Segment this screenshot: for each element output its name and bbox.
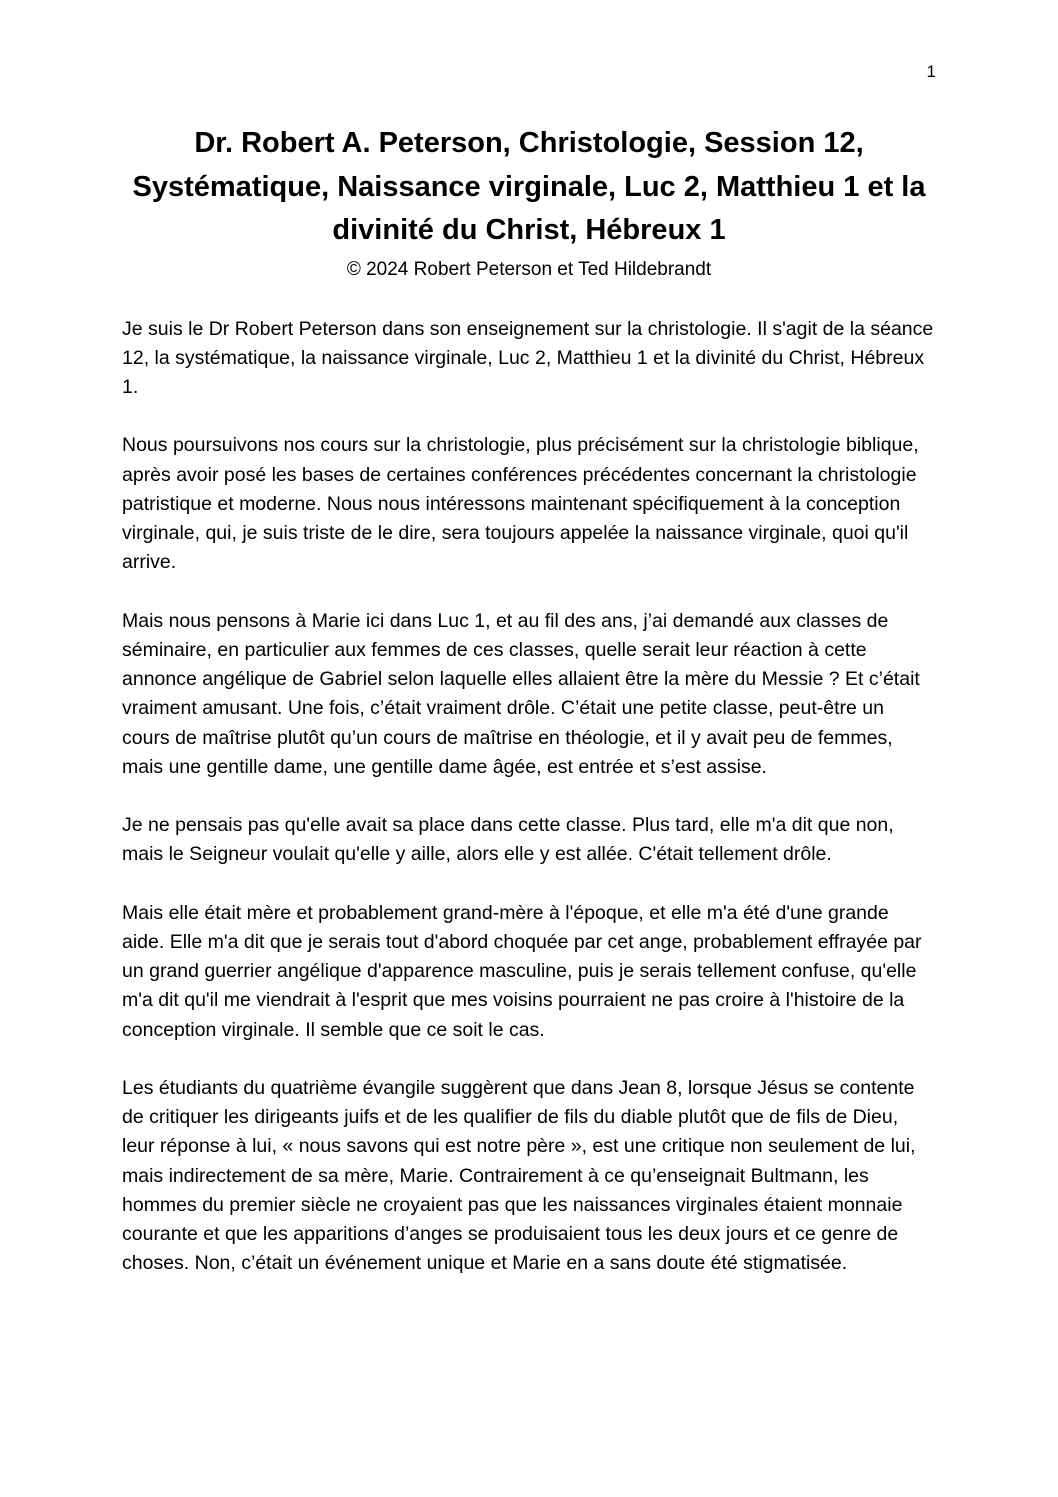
copyright-line: © 2024 Robert Peterson et Ted Hildebrandt <box>346 258 712 280</box>
document-body <box>122 315 936 1279</box>
paragraph: Mais elle était mère et probablement grand-mère à l'époque, et elle m'a été d'une grande aide. Elle m'a dit que je serais tout d'abord choquée par cet ange, probablement effrayée par un grand guerrier angélique d'apparence masculine, puis je serais tellement confuse, qu'elle m'a dit qu'il me viendrait à l'esprit que mes voisins pourraient ne pas croire à l'histoire de la conception virginale. Il semble que ce soit le cas. <box>122 901 922 1041</box>
paragraph: Je suis le Dr Robert Peterson dans son enseignement sur la christologie. Il s'agit de la séance 12, la systématique, la naissance virginale, Luc 2, Matthieu 1 et la divinité du Christ, Hébreux 1. <box>122 317 934 398</box>
paragraph: Mais nous pensons à Marie ici dans Luc 1, et au fil des ans, j’ai demandé aux classes de séminaire, en particulier aux femmes de ces classes, quelle serait leur réaction à cette annonce angélique de Gabriel selon laquelle elles allaient être la mère du Messie ? Et c’était vraiment amusant. Une fois, c’était vraiment drôle. C’était une petite classe, peut-être un cours de maîtrise plutôt qu’un cours de maîtrise en théologie, et il y avait peu de femmes, mais une gentille dame, une gentille dame âgée, est entrée et s’est assise. <box>122 609 920 778</box>
paragraph: Les étudiants du quatrième évangile suggèrent que dans Jean 8, lorsque Jésus se contente de critiquer les dirigeants juifs et de les qualifier de fils du diable plutôt que de fils de Dieu, leur réponse à lui, « nous savons qui est notre père », est une critique non seulement de lui, mais indirectement de sa mère, Marie. Contrairement à ce qu’enseignait Bultmann, les hommes du premier siècle ne croyaient pas que les naissances virginales étaient monnaie courante et que les apparitions d’anges se produisaient tous les deux jours et ce genre de choses. Non, c’était un événement unique et Marie en a sans doute été stigmatisée. <box>122 1076 916 1275</box>
paragraph: Nous poursuivons nos cours sur la christologie, plus précisément sur la christologie biblique, après avoir posé les bases de certaines conférences précédentes concernant la christologie patristique et moderne. Nous nous intéressons maintenant spécifiquement à la conception virginale, qui, je suis triste de le dire, sera toujours appelée la naissance virginale, quoi qu'il arrive. <box>122 434 919 574</box>
document-title: Dr. Robert A. Peterson, Christologie, Session 12, Systématique, Naissance virginale, Luc 2, Matthieu 1 et la divinité du Christ, Hébreux 1 <box>132 127 926 246</box>
page-number: 1 <box>926 62 936 81</box>
paragraph: Je ne pensais pas qu'elle avait sa place dans cette classe. Plus tard, elle m'a dit que non, mais le Seigneur voulait qu'elle y aille, alors elle y est allée. C'était tellement drôle. <box>122 814 894 866</box>
